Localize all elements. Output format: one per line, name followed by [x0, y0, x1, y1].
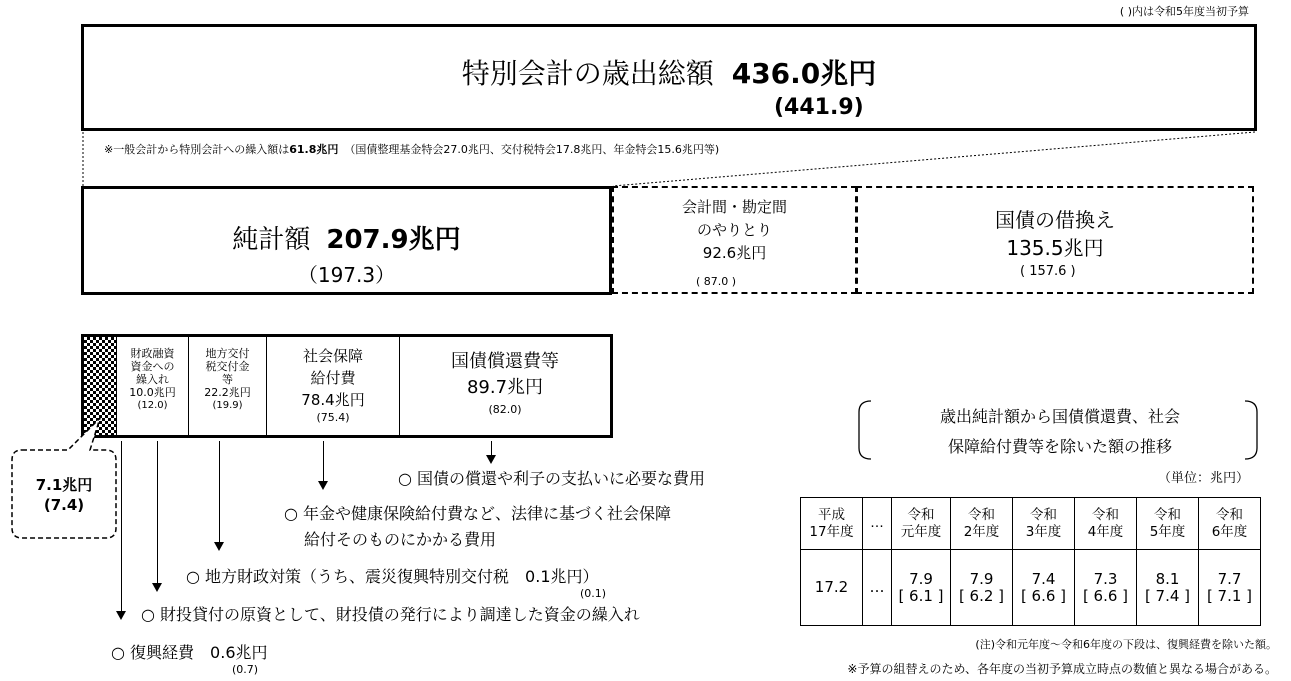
- segment-kokusai: [400, 337, 610, 435]
- trend-header-row: [801, 498, 1261, 550]
- inter-account-line2: のやりとり: [696, 221, 772, 239]
- trend-unit: （単位：兆円）: [1158, 471, 1250, 486]
- explanation-fukko: ○ 復興経費 0.6兆円: [111, 643, 268, 662]
- zaisei-prev: (12.0): [137, 400, 168, 411]
- header-line1: 令和: [1216, 506, 1243, 523]
- total-prev: (441.9): [774, 95, 864, 120]
- value-main: 17.2: [814, 578, 849, 596]
- kokusai-prev: (82.0): [488, 403, 522, 416]
- header-line2: 5年度: [1149, 523, 1186, 540]
- kokusai-line1: 国債償還費等: [451, 351, 559, 372]
- value-main: 7.7: [1217, 569, 1242, 588]
- chiho-line3: 等: [222, 373, 233, 386]
- kokusai-amount: 89.7兆円: [466, 377, 544, 398]
- trend-title-line2: 保障給付費等を除いた額の推移: [947, 437, 1172, 456]
- header-line1: …: [870, 515, 884, 531]
- trend-value-r5: [1137, 550, 1199, 626]
- value-sub: [ 6.6 ]: [1020, 586, 1067, 605]
- inter-account-box: [612, 186, 857, 294]
- arrow-zaisei-line: [157, 441, 158, 584]
- value-main: 7.4: [1031, 569, 1056, 588]
- explanation-fukko-prev: (0.7): [232, 663, 259, 676]
- net-amount: 207.9兆円: [326, 225, 461, 255]
- arrow-fukko-head: [116, 611, 126, 620]
- callout-prev: (7.4): [43, 496, 85, 514]
- value-sub: [ 6.6 ]: [1082, 586, 1129, 605]
- arrow-kokusai-line: [491, 441, 492, 455]
- trend-value-h17: [801, 550, 863, 626]
- header-line2: 6年度: [1211, 523, 1248, 540]
- shakai-prev: (75.4): [316, 411, 350, 424]
- header-line1: 令和: [968, 506, 995, 523]
- callout-amount: 7.1兆円: [35, 476, 93, 494]
- trend-value-r4: [1075, 550, 1137, 626]
- inter-account-prev: ( 87.0 ): [696, 275, 737, 288]
- inter-account-amount: 92.6兆円: [702, 244, 767, 262]
- trend-value-r6: [1199, 550, 1261, 626]
- budget-note: ( )内は令和5年度当初予算: [1119, 5, 1249, 18]
- arrow-zaisei-head: [152, 583, 162, 592]
- trend-table: [800, 497, 1261, 626]
- header-line1: 令和: [1092, 506, 1119, 523]
- transfer-note-prefix: ※一般会計から特別会計への繰入額は: [104, 143, 290, 156]
- header-line2: 4年度: [1087, 523, 1124, 540]
- trend-value-r1: [892, 550, 951, 626]
- zaisei-line1: 財政融資: [130, 347, 175, 360]
- arrow-chiho-head: [214, 542, 224, 551]
- arrow-shakai-head: [318, 481, 328, 490]
- trend-title: [870, 402, 1250, 462]
- total-amount: 436.0兆円: [731, 57, 877, 90]
- refinance-prev: ( 157.6 ): [1020, 264, 1076, 279]
- value-main: 8.1: [1155, 569, 1180, 588]
- trend-header-r1: [892, 498, 951, 550]
- trend-header-r2: [951, 498, 1013, 550]
- header-line2: 2年度: [963, 523, 1000, 540]
- trend-header-ellipsis: [863, 498, 892, 550]
- arrow-shakai-line: [323, 441, 324, 481]
- zaisei-line3: 繰入れ: [136, 373, 169, 386]
- trend-note-2: ※予算の組替えのため、各年度の当初予算成立時点の数値と異なる場合がある。: [847, 662, 1277, 676]
- total-label: 特別会計の歳出総額: [461, 57, 714, 90]
- explanation-shakai: [284, 501, 671, 553]
- zaisei-line2: 資金への: [130, 360, 175, 373]
- trend-value-r2: [951, 550, 1013, 626]
- chiho-line2: 税交付金: [205, 360, 250, 373]
- trend-note-1: (注)令和元年度～令和6年度の下段は、復興経費を除いた額。: [975, 638, 1277, 651]
- chiho-amount: 22.2兆円: [204, 386, 251, 399]
- trend-header-r4: [1075, 498, 1137, 550]
- value-sub: [ 7.4 ]: [1144, 586, 1191, 605]
- header-line2: 17年度: [809, 523, 854, 540]
- chiho-line1: 地方交付: [205, 347, 250, 360]
- trend-header-r3: [1013, 498, 1075, 550]
- header-line2: 3年度: [1025, 523, 1062, 540]
- trend-value-row: [801, 550, 1261, 626]
- shakai-line1: 社会保障: [302, 347, 363, 365]
- net-label: 純計額: [232, 225, 311, 255]
- arrow-kokusai-head: [486, 455, 496, 464]
- trend-title-line1: 歳出純計額から国債償還費、社会: [939, 407, 1180, 426]
- zaisei-amount: 10.0兆円: [129, 386, 176, 399]
- value-main: 7.9: [969, 569, 994, 588]
- explanation-zaisei: ○ 財投貸付の原資として、財投債の発行により調達した資金の繰入れ: [141, 605, 640, 624]
- callout-box: [12, 475, 116, 515]
- explanation-shakai-line2: 給付そのものにかかる費用: [304, 530, 497, 549]
- shakai-line2: 給付費: [310, 369, 356, 387]
- trend-value-ellipsis: [863, 550, 892, 626]
- value-main: …: [869, 578, 885, 596]
- explanation-kokusai: ○ 国債の償還や利子の支払いに必要な費用: [398, 469, 706, 488]
- chiho-prev: (19.9): [212, 400, 243, 411]
- trend-header-r5: [1137, 498, 1199, 550]
- value-sub: [ 7.1 ]: [1206, 586, 1253, 605]
- transfer-note-amount: 61.8兆円: [289, 143, 339, 156]
- refinance-label: 国債の借換え: [995, 208, 1115, 232]
- transfer-note-detail: （国債整理基金特会27.0兆円、交付税特会17.8兆円、年金特会15.6兆円等): [344, 143, 720, 156]
- arrow-chiho-line: [219, 441, 220, 542]
- value-sub: [ 6.1 ]: [898, 586, 944, 605]
- refinance-amount: 135.5兆円: [1006, 236, 1104, 260]
- value-main: 7.3: [1093, 569, 1118, 588]
- header-line1: 令和: [907, 506, 935, 523]
- explanation-chiho: ○ 地方財政対策（うち、震災復興特別交付税 0.1兆円）: [186, 567, 599, 586]
- trend-header-h17: [801, 498, 863, 550]
- inter-account-line1: 会計間・勘定間: [681, 198, 787, 216]
- header-line1: 平成: [818, 506, 845, 523]
- trend-header-r6: [1199, 498, 1261, 550]
- header-line1: 令和: [1030, 506, 1057, 523]
- refinance-box: [856, 186, 1254, 294]
- explanation-shakai-line1: ○ 年金や健康保険給付費など、法律に基づく社会保障: [284, 504, 672, 523]
- header-line1: 令和: [1154, 506, 1181, 523]
- explanation-chiho-prev: (0.1): [580, 587, 607, 600]
- net-prev: （197.3）: [297, 263, 396, 287]
- value-sub: [ 6.2 ]: [958, 586, 1005, 605]
- arrow-fukko-line: [121, 441, 122, 611]
- header-line2: 元年度: [900, 523, 942, 540]
- shakai-amount: 78.4兆円: [301, 391, 365, 409]
- trend-value-r3: [1013, 550, 1075, 626]
- value-main: 7.9: [909, 569, 933, 588]
